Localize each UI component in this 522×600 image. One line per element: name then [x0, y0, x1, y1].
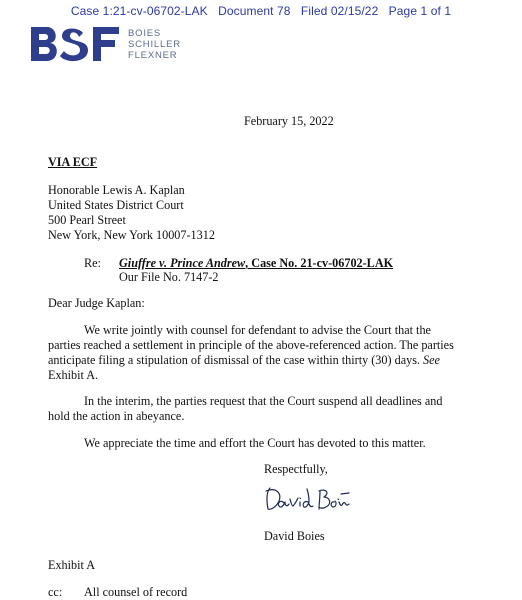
cc-recipients: All counsel of record	[84, 585, 188, 599]
cc-label: cc:	[48, 585, 63, 599]
filed-date: Filed 02/15/22	[300, 4, 379, 18]
recipient-street: 500 Pearl Street	[48, 213, 126, 227]
firm-name	[128, 28, 181, 61]
paragraph-2-line-2: hold the action in abeyance.	[48, 409, 185, 423]
case-header	[0, 4, 522, 18]
see-reference: See	[423, 353, 440, 367]
document-number: Document 78	[218, 4, 291, 18]
paragraph-1-line-1: We write jointly with counsel for defendant to advise the Court that the	[84, 323, 431, 337]
delivery-method: VIA ECF	[48, 155, 98, 169]
paragraph-1-line-2: parties reached a settlement in principle of the above-referenced action. The parties	[48, 338, 454, 352]
page-count: Page 1 of 1	[388, 4, 452, 18]
paragraph-2-line-1: In the interim, the parties request that the Court suspend all deadlines and	[84, 394, 443, 408]
case-number: Case 1:21-cv-06702-LAK	[70, 4, 208, 18]
closing: Respectfully,	[264, 462, 328, 476]
exhibit-reference: Exhibit A	[48, 558, 96, 572]
file-number: Our File No. 7147-2	[119, 270, 219, 284]
recipient-name: Honorable Lewis A. Kaplan	[48, 183, 185, 197]
salutation: Dear Judge Kaplan:	[48, 296, 145, 310]
case-name: Giuffre v. Prince Andrew	[119, 256, 246, 270]
recipient-city: New York, New York 10007-1312	[48, 228, 215, 242]
paragraph-1-line-3-text: anticipate filing a stipulation of dismissal of the case within thirty (30) days.	[48, 353, 424, 367]
paragraph-1-line-3	[48, 353, 440, 368]
signer-name: David Boies	[264, 529, 325, 543]
letter-date: February 15, 2022	[244, 114, 334, 128]
re-line	[119, 256, 393, 271]
paragraph-1-line-4: Exhibit A.	[48, 368, 99, 382]
paragraph-3: We appreciate the time and effort the Court has devoted to this matter.	[84, 436, 426, 450]
case-number-ref: , Case No. 21-cv-06702-LAK	[245, 256, 394, 270]
re-label: Re:	[84, 256, 101, 270]
recipient-court: United States District Court	[48, 198, 184, 212]
bsf-logo-mark	[29, 26, 121, 62]
firm-name-line-1: BOIES	[128, 28, 162, 39]
handwritten-signature	[262, 485, 352, 515]
firm-name-line-3: FLEXNER	[128, 50, 178, 61]
firm-name-line-2: SCHILLER	[128, 39, 181, 50]
